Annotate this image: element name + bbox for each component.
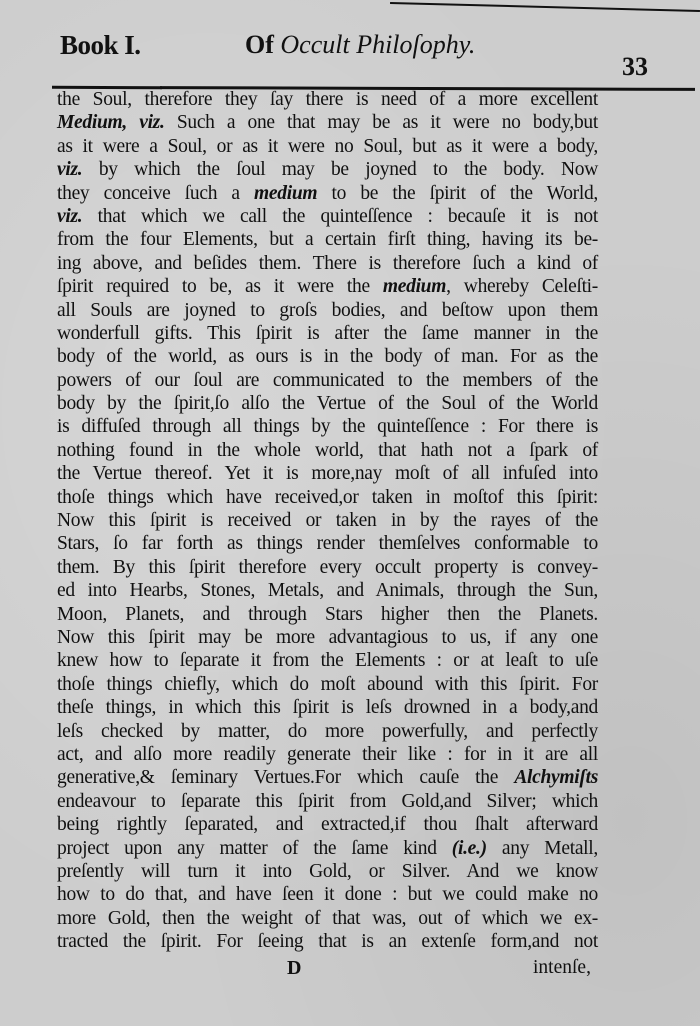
text-segment: to be the ſpirit of the World, bbox=[317, 182, 599, 204]
text-segment: endeavour to ſeparate this ſpirit from Gold,and Silver; which bbox=[57, 790, 598, 812]
italic-text: Medium, viz. bbox=[57, 112, 165, 134]
italic-text: medium bbox=[254, 182, 318, 204]
text-segment: wonderfull gifts. This ſpirit is after the ſame manner in the bbox=[57, 322, 598, 344]
text-segment: all Souls are joyned to groſs bodies, and beſtow upon them bbox=[57, 299, 598, 321]
text-line bbox=[57, 486, 598, 509]
text-line bbox=[57, 649, 598, 672]
text-segment: knew how to ſeparate it from the Elements : or at leaſt to uſe bbox=[57, 650, 598, 672]
text-segment: project upon any matter of the ſame kind bbox=[57, 837, 452, 859]
text-line bbox=[57, 462, 598, 485]
signature-mark: D bbox=[287, 957, 302, 979]
text-segment: tracted the ſpirit. For ſeeing that is an extenſe form,and not bbox=[57, 931, 598, 953]
text-line bbox=[57, 883, 598, 906]
text-segment: is diffuſed through all things by the quinteſſence : For there is bbox=[57, 416, 598, 438]
text-line bbox=[57, 369, 598, 392]
text-line bbox=[57, 158, 598, 181]
text-segment: generative,& ſeminary Vertues.For which cauſe the bbox=[57, 767, 515, 789]
text-line bbox=[57, 88, 598, 111]
page-number: 33 bbox=[622, 52, 648, 81]
text-segment: them. By this ſpirit therefore every occult property is convey- bbox=[57, 556, 598, 578]
text-line bbox=[57, 509, 598, 532]
text-segment: thoſe things chiefly, which do moſt abound with this ſpirit. For bbox=[57, 673, 598, 695]
running-head-title bbox=[245, 30, 475, 60]
text-line bbox=[57, 322, 598, 345]
italic-text: Alchymiſts bbox=[514, 767, 598, 789]
text-segment: they conceive ſuch a bbox=[57, 182, 255, 204]
text-segment: ſpirit required to be, as it were the bbox=[57, 276, 383, 298]
title-of: Of bbox=[245, 30, 274, 59]
text-line bbox=[57, 135, 598, 158]
text-line bbox=[57, 579, 598, 602]
italic-text: viz. bbox=[57, 205, 83, 227]
body-text bbox=[57, 88, 598, 953]
text-line bbox=[57, 837, 598, 860]
text-line bbox=[57, 790, 598, 813]
text-line bbox=[57, 275, 598, 298]
text-segment: being rightly ſeparated, and extracted,if thou ſhalt afterward bbox=[57, 814, 598, 836]
text-line bbox=[57, 603, 598, 626]
text-line bbox=[57, 930, 598, 953]
text-segment: ed into Hearbs, Stones, Metals, and Animals, through the Sun, bbox=[57, 580, 598, 602]
text-line bbox=[57, 813, 598, 836]
text-segment: Now this ſpirit may be more advantagious to us, if any one bbox=[57, 626, 598, 648]
text-segment: as it were a Soul, or as it were no Soul, but as it were a body, bbox=[57, 135, 598, 157]
title-rest: Occult Philoſophy. bbox=[280, 30, 476, 59]
text-line bbox=[57, 228, 598, 251]
text-line bbox=[57, 439, 598, 462]
text-line bbox=[57, 626, 598, 649]
text-segment: , whereby Celeſti- bbox=[446, 276, 598, 298]
text-segment: act, and alſo more readily generate their like : for in it are all bbox=[57, 743, 598, 765]
text-line bbox=[57, 182, 598, 205]
text-line bbox=[57, 696, 598, 719]
text-line bbox=[57, 907, 598, 930]
text-segment: powers of our ſoul are communicated to the members of the bbox=[57, 369, 598, 391]
text-segment: body of the world, as ours is in the body of man. For as the bbox=[57, 346, 598, 368]
text-segment: more Gold, then the weight of that was, out of which we ex- bbox=[57, 907, 598, 929]
text-segment: the Vertue thereof. Yet it is more,nay moſt of all infuſed into bbox=[57, 463, 598, 485]
text-line bbox=[57, 392, 598, 415]
italic-text: viz. bbox=[57, 159, 83, 181]
text-line bbox=[57, 415, 598, 438]
italic-text: medium bbox=[382, 276, 447, 298]
text-segment: preſently will turn it into Gold, or Silver. And we know bbox=[57, 860, 598, 882]
italic-text: (i.e.) bbox=[451, 837, 487, 859]
text-line bbox=[57, 205, 598, 228]
text-segment: Now this ſpirit is received or taken in by the rayes of the bbox=[57, 510, 598, 532]
catchword: intenſe, bbox=[533, 957, 591, 978]
text-segment: any Metall, bbox=[486, 837, 598, 859]
text-line bbox=[57, 673, 598, 696]
text-segment: by which the ſoul may be joyned to the body. Now bbox=[82, 159, 598, 181]
text-line bbox=[57, 720, 598, 743]
text-segment: the Soul, therefore they ſay there is need of a more excellent bbox=[57, 89, 598, 110]
text-line bbox=[57, 532, 598, 555]
text-segment: from the four Elements, but a certain firſt thing, having its be- bbox=[57, 229, 598, 251]
text-segment: body by the ſpirit,ſo alſo the Vertue of the Soul of the World bbox=[57, 393, 598, 415]
text-segment: that which we call the quinteſſence : becauſe it is not bbox=[82, 205, 598, 227]
text-segment: Such a one that may be as it were no body,but bbox=[164, 112, 598, 134]
running-head-book: Book I. bbox=[60, 30, 141, 60]
text-segment: how to do that, and have ſeen it done : but we could make no bbox=[57, 884, 598, 906]
text-line bbox=[57, 556, 598, 579]
text-line bbox=[57, 299, 598, 322]
text-line bbox=[57, 743, 598, 766]
text-line bbox=[57, 345, 598, 368]
text-segment: leſs checked by matter, do more powerfully, and perfectly bbox=[57, 720, 598, 742]
text-segment: Moon, Planets, and through Stars higher then the Planets. bbox=[57, 603, 598, 625]
text-line bbox=[57, 252, 598, 275]
text-segment: nothing found in the whole world, that hath not a ſpark of bbox=[57, 439, 598, 461]
text-line bbox=[57, 860, 598, 883]
text-segment: thoſe things which have received,or taken in moſtof this ſpirit: bbox=[57, 486, 598, 508]
text-segment: Stars, ſo far forth as things render themſelves conformable to bbox=[57, 533, 598, 555]
text-line bbox=[57, 111, 598, 134]
text-segment: theſe things, in which this ſpirit is leſs drowned in a body,and bbox=[57, 697, 598, 719]
text-segment: ing above, and beſides them. There is therefore ſuch a kind of bbox=[57, 252, 598, 274]
text-line bbox=[57, 766, 598, 789]
